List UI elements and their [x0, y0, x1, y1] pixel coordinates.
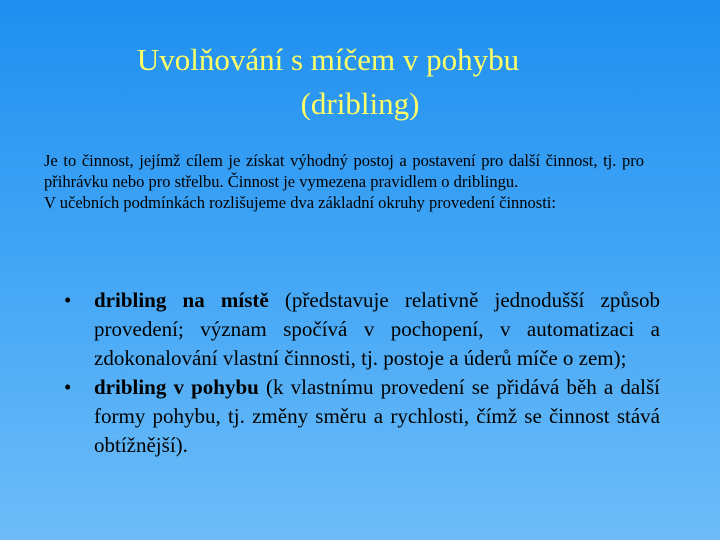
bullet-marker: • [64, 288, 72, 312]
title-line-2: (dribling) [300, 86, 420, 121]
bullet-term: dribling na místě [94, 288, 269, 312]
bullet-list [58, 286, 660, 460]
bullet-marker: • [64, 375, 72, 399]
title-line-1: Uvolňování s míčem v pohybu [136, 42, 520, 77]
bullet-term: dribling v pohybu [94, 375, 259, 399]
intro-paragraph-2: V učebních podmínkách rozlišujeme dva základní okruhy provedení činnosti: [44, 193, 556, 212]
bullet-text: (k vlastnímu provedení se přidává běh a další formy pohybu, tj. změny směru a rychlosti, čímž se činnost stává obtížnější). [94, 375, 660, 457]
bullet-text: (představuje relativně jednodušší způsob provedení; význam spočívá v pochopení, v automatizaci a zdokonalování vlastní činnosti, tj. postoje a úderů míče o zem); [94, 288, 661, 370]
bullet-item [58, 286, 660, 373]
slide-title [60, 38, 660, 126]
intro-text [44, 150, 644, 213]
bullet-item [58, 373, 660, 460]
intro-paragraph-1: Je to činnost, jejímž cílem je získat výhodný postoj a postavení pro další činnost, tj. pro přihrávku nebo pro střelbu. Činnost je vymezena pravidlem o driblingu. [44, 151, 644, 191]
